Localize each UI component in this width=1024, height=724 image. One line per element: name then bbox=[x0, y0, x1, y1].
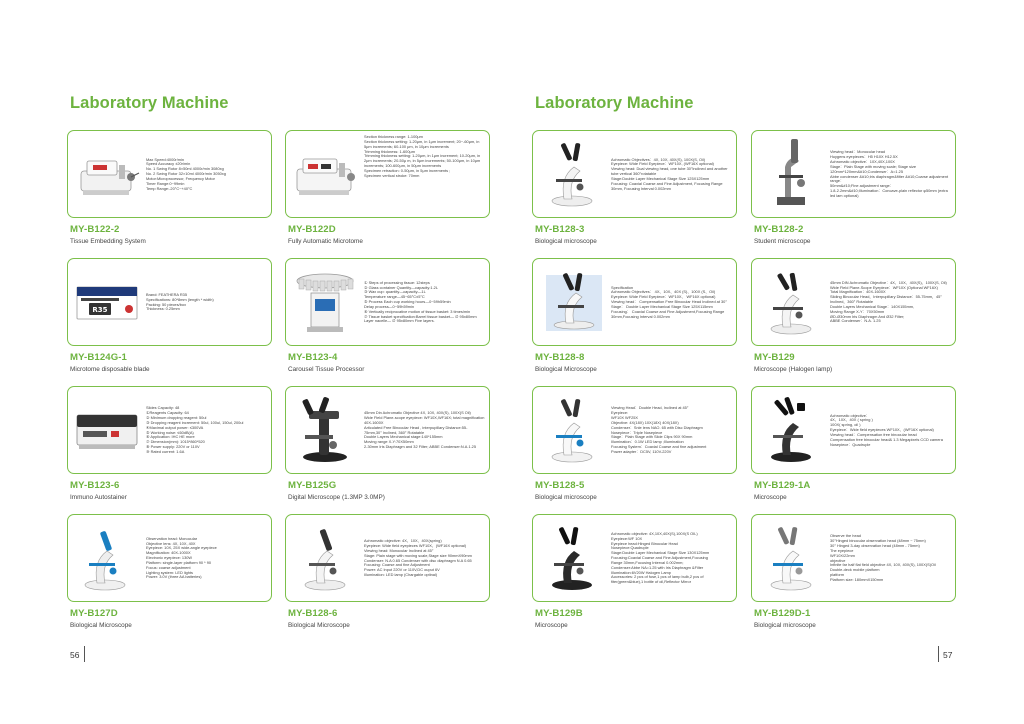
spec-list: Viewing Head：Double Head, Inclined at 45° Eyepiece: WF10X WF25X Objective: 4X(18X) 10X(18X) 40X(18X) Condenser：Snle lens NAO. 65 with Disc Diaphragm Nosepiece：Triple Nosepiece Stage：Plain Stage with Slide Clips 90X 90mm Illumination：0.1W LED lamp ;Illumination Focusing System：Coaxial Coarse and fine adjustment Power adapter：DC5V, 110V-220V bbox=[611, 405, 707, 454]
product-name: Biological Microscope bbox=[535, 366, 597, 373]
product-name: Immuno Autostainer bbox=[70, 494, 127, 501]
product-card bbox=[532, 386, 737, 474]
product-name: Biological Microscope bbox=[288, 622, 350, 629]
spec-list: Observation head: Monocular Objective lens: 4X, 10X, 40X Eyepiece: 10X, 25X wide-angle eyepiece Magnification: 40X-1000X Electronic eyepiece: 130W Platform: single-layer platform 90 * 90 Focus: coarse adjustment Lighting system: LED lights Power: 3.0V (three AA batteries) bbox=[146, 535, 217, 580]
product-name: Biological microscope bbox=[535, 238, 597, 245]
spec-list: Achromatic objective: 4X、10X、40X(spring) Eyepiece: Wide field eyepieces WF10X、(WF16X optional) Viewing head: Monocular Inclined at 45° Stage: Plain stage with moving scale,Stage size 90mmX90mm Condenser: N.A 0.65 Condenser with disc diaphragm N.A 0.65 Focusing: Coarse and fine Adjustment Power: AC Input 220V or 110V,DC ouput 6V Illumination: LED lamp (Chargable optinal) bbox=[364, 538, 472, 578]
autostainer-icon bbox=[73, 393, 141, 467]
product-code: MY-B128-8 bbox=[535, 352, 585, 363]
product-card bbox=[285, 258, 490, 346]
binocular-microscope-icon bbox=[538, 137, 606, 211]
product-card bbox=[751, 514, 956, 602]
product-card bbox=[285, 514, 490, 602]
product-code: MY-B129D-1 bbox=[754, 608, 811, 619]
product-card bbox=[67, 258, 272, 346]
product-card bbox=[285, 386, 490, 474]
product-code: MY-B129B bbox=[535, 608, 583, 619]
spec-list: Achromatic Objectives：4X, 10X, 40X(S), 100X(S, Oil) Eyepiece: Wide Field Eyepiece：WF10X, (WF16X optional) Viewing head: Dual viewing head, one tube 30°inclined and another tube vertical 360°rotatable Stage:Double Layer Mechanical Stage Size 125X125mm Focusing: Coaxial Coarse and Fine Adjustment, Focusing Range 30mm, Focusing Interval 0.002mm bbox=[611, 156, 728, 191]
product-code: MY-B125G bbox=[288, 480, 337, 491]
svg-text:R35: R35 bbox=[92, 306, 108, 314]
product-card bbox=[285, 130, 490, 218]
blade-box-icon bbox=[73, 265, 141, 339]
product-card bbox=[532, 514, 737, 602]
right-page bbox=[512, 0, 1024, 724]
product-code: MY-B123-4 bbox=[288, 352, 338, 363]
product-card bbox=[751, 130, 956, 218]
spec-list: 45mm Din Achromatic Objective 4X, 10X, 40X(S), 100X(S Oil) Wide Field Plane-scope eyepiece: WF10X,WF16X; total magnification 40X-1600X Articulated Free Binocular Head , interpupillary Distance:55-75mm,30° Inclined, 360° Rotatable Double Layers Mechanical stage:140*155mm Moving range X-Y:70X50mm 2-30mm Iris Diaphragm and 32 Filter; ABBE Condenser:N.A.1.25 bbox=[364, 410, 485, 450]
page-title: Laboratory Machine bbox=[70, 94, 229, 112]
product-code: MY-B127D bbox=[70, 608, 118, 619]
spec-list: Viewing head：Monocular head Huygens eyepieces：H5 H10X H12.5X Achromatic objective：10X,40X,100X Stage：Plain Stage with moving scale; Stage size 120mm*120mm&#10;Condenser：A=1.25 Abbe condenser &#10;Iris diaphragm&filter &#10;Coarse adjustment range： 50mm&#10;Fine adjustment range： 1.8-2.2mm&#10;Illumination：Concave-plain reflector φ50mm (extra led lam optional) bbox=[830, 149, 949, 198]
product-name: Carousel Tissue Processor bbox=[288, 366, 365, 373]
product-card bbox=[751, 258, 956, 346]
product-name: Biological Microscope bbox=[70, 622, 132, 629]
spec-list: Specification Achromatic Objectives： 4X、10X、40X (S)、100X (S、Oil) Eyepiece: Wide Field Eyepiece：WF10X、 WF16X optional) Viewing head： Compensation Free Binocular Head Inclined at 30° Stage： Double Layer Mechanical Stage Size 125X115mm Focusing： Coaxial Coarse and Fine Adjustment,Focusing Range 30mm,Focusing Interval 0.002mm bbox=[611, 284, 727, 319]
binocular-microscope-icon bbox=[757, 393, 825, 467]
product-name: Tissue Embedding System bbox=[70, 238, 146, 245]
product-name: Microtome disposable blade bbox=[70, 366, 150, 373]
microtome-icon bbox=[291, 137, 359, 211]
spec-list: Slides Capacity: 48 ①Reagents Capacity: 64 ② Minimum dropping reagent: 50ul ③ Dropping reagent increment: 50ul, 100ul, 150ul, 200ul ④Maximal output power: ≤300VA ⑤ Working noise: ≤60dB(A) ⑥ Application: IHC HE more ⑦ Dimension(mm): 1015*860*520 ⑧ Power supply: 220V or 110V ⑨ Rated current: 1.6A bbox=[146, 405, 244, 454]
product-code: MY-B128-3 bbox=[535, 224, 585, 235]
spec-list: ① Steps of processing tissue: 12steps ② Glass container Quantity—capacity:1.2L ③ Wax cup: quantity—capacity—1L Temperature range—45~65°C±5°C ⑤ Process Each cup working hours—0~59h59min Delay process—0~59h59min ⑥ Vertically reciprocative motion of tissue basket: 3 times/min ⑦ Tissue basket specification:Barrel tissue basket— ∅ 95x80mm Layer nacelle— ∅ 95x80mm Five layers. bbox=[364, 279, 477, 324]
page-number-right: 57 bbox=[943, 650, 953, 660]
monocular-microscope-icon bbox=[73, 521, 141, 595]
product-name: Microscope bbox=[754, 494, 787, 501]
product-name: Biological microscope bbox=[754, 622, 816, 629]
product-name: Microscope bbox=[535, 622, 568, 629]
product-name: Student microscope bbox=[754, 238, 811, 245]
product-code: MY-B128-6 bbox=[288, 608, 338, 619]
digital-microscope-icon bbox=[291, 393, 359, 467]
spec-list: Observe the head 30°Hinged binocular observation head (48mm ~ 75mm) 30° Hinged 3-day observation head (48mm - 75mm) The eyepiece WF10X/22mm objective Infinite far half flat field objective 4X, 10X, 40X(S), 100X(S)Oil Double-deck mobile platform platform Platform size: 180mmX150mm bbox=[830, 533, 936, 582]
binocular-microscope-icon bbox=[757, 265, 825, 339]
binocular-microscope-icon bbox=[538, 393, 606, 467]
spec-list: Section thickness range: 1-100μm Section thickness setting: 1-20μm, in 1μm increment; 20~-60μm, in 5μm increments; 60-100 μm, in 10μm increments Trimming thickness: 1-600μm Trimming thickness setting: 1-20μm, in 1μm increment; 10-20μm, in 2μm increments; 20-50μ m, in 5μm increments; 50-100μm, in 10μm increments; 100-600μm, in 50μm increments Specimen retraction: 0-50μm, in 5μm increments ; Specimen vertical stroke: 70mm bbox=[364, 135, 481, 178]
page-title: Laboratory Machine bbox=[535, 94, 694, 112]
product-card bbox=[532, 130, 737, 218]
product-code: MY-B129 bbox=[754, 352, 795, 363]
monocular-microscope-icon bbox=[291, 521, 359, 595]
spec-list: Achromatic objective: 4X,10X,40X(S),100X(S OIL) Eyepiece:WF 10X Eyepiece head:Hinged Binocular Head Nosepiece:Quadruple Stage:Double Layer Mechanical Stage Size 130X125mm Focusing:Coaxial Coarse and Fine Adjustment,Focusing Range 30mm,Focusing Interval 0.002mm; Condenser:Abbe NA=1.25 with Iris Diaphragm &Filter Illumination:6V20W Halogen Lamp Accessories: 2 pcs of fuse,1 pcs of lamp bulb,2 pcs of fiter(green&blue),1 bottle of oil,Reflector Mirror bbox=[611, 530, 710, 585]
product-code: MY-B122D bbox=[288, 224, 336, 235]
product-name: Microscope (Halogen lamp) bbox=[754, 366, 833, 373]
product-code: MY-B123-6 bbox=[70, 480, 120, 491]
spec-list: Max Speed:4000r/min Speed Accuracy ±20r/min No. 1 Swing Rotor 8×50ml 4000r/min 3080xg No. 2 Swing Rotor 32×10ml 4000r/min 3050xg Motor:Microprocessor, Frequency Motor Timer Range:0~99min Temp Range:-20°C~+40°C bbox=[146, 156, 226, 191]
microtome-icon bbox=[73, 137, 141, 211]
product-code: MY-B124G-1 bbox=[70, 352, 127, 363]
product-code: MY-B129-1A bbox=[754, 480, 811, 491]
binocular-microscope-icon bbox=[757, 521, 825, 595]
product-code: MY-B122-2 bbox=[70, 224, 120, 235]
page-number-left: 56 bbox=[70, 650, 80, 660]
product-code: MY-B128-5 bbox=[535, 480, 585, 491]
binocular-microscope-icon bbox=[538, 265, 606, 339]
page-number-divider bbox=[84, 646, 85, 662]
product-code: MY-B128-2 bbox=[754, 224, 804, 235]
product-card bbox=[532, 258, 737, 346]
carousel-processor-icon bbox=[291, 265, 359, 339]
product-card bbox=[67, 130, 272, 218]
product-card bbox=[751, 386, 956, 474]
student-microscope-icon bbox=[757, 137, 825, 211]
product-name: Biological microscope bbox=[535, 494, 597, 501]
spec-list: 45mm DIN Achromatic Objective：4X、10X、40X(S)、100X(S, Oil) Wide Field Plane-Scope Eyepiece：WF10X (Optional WF16X) Total Magnification：40X-1600X Sliding Binocular Head，Interpupillary Distance：55-75mm，45° Inclined，360° Rotatable Double Layers Mechanical Stage：140X155mm, Moving Range X-Y：70X50mm ØD-Ø30mm Iris Diaphragm And Ø32 Filter; ABBE Condenser：N.A. 1.25 bbox=[830, 279, 947, 324]
product-name: Digital Microscope (1.3MP 3.0MP) bbox=[288, 494, 385, 501]
product-card bbox=[67, 386, 272, 474]
page-number-divider bbox=[938, 646, 939, 662]
spec-list: Brand: FEATHERA R35 Specifications: 80*8mm (length * width) Packing: 50 pieces/box Thickness: 0.25mm bbox=[146, 291, 214, 312]
product-card bbox=[67, 514, 272, 602]
spec-list: Achromatic objective： 4X、10X、40X ( spring ) 100X( spring, oil ) Eyepiece：Wide field eyepieces WF10X、(WF16X optional) Viewing head：Compensation free binocular head Compensation free binocular head& 1.3 Megapixels CCD camera Nosepiece：Quadruple bbox=[830, 412, 943, 447]
binocular-microscope-icon bbox=[538, 521, 606, 595]
product-name: Fully Automatic Microtome bbox=[288, 238, 363, 245]
